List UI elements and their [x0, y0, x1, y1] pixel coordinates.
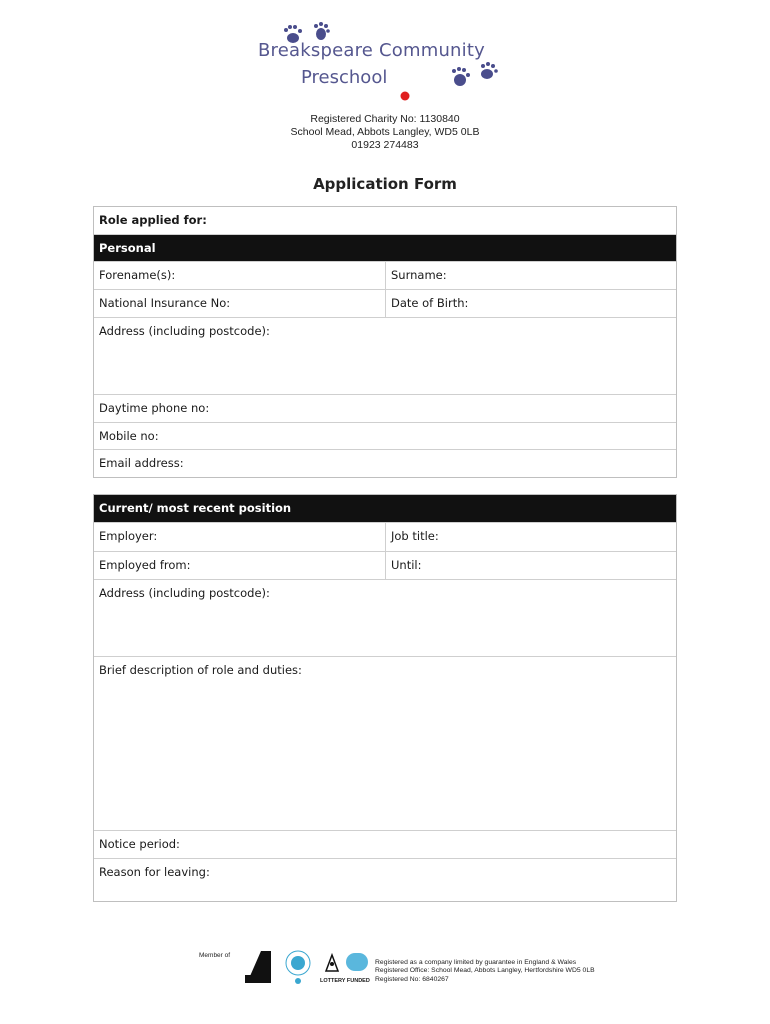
org-info: [0, 113, 770, 152]
address-row: [94, 318, 676, 395]
ni-number-field[interactable]: National Insurance No:: [99, 296, 231, 310]
position-header-label: Current/ most recent position: [99, 501, 292, 515]
footer-registration: [375, 959, 595, 984]
employer-address-row: [94, 580, 676, 657]
org-address: School Mead, Abbots Langley, WD5 0LB: [290, 126, 480, 138]
footer-line2: Registered Office: School Mead, Abbots Langley, Hertfordshire WD5 0LB: [375, 967, 595, 975]
role-description-field[interactable]: Brief description of role and duties:: [99, 663, 302, 677]
ni-row: [94, 290, 676, 318]
employer-row: [94, 523, 676, 552]
role-row: [94, 207, 676, 235]
position-header: [94, 495, 676, 523]
address-field[interactable]: Address (including postcode):: [99, 324, 270, 338]
footer-line1: Registered as a company limited by guarantee in England & Wales: [375, 959, 577, 966]
employed-from-field[interactable]: Employed from:: [99, 558, 191, 572]
personal-header: [94, 235, 676, 262]
footer-line3: Registered No: 6840267: [375, 975, 449, 983]
preschool-logo: [255, 22, 505, 110]
mobile-field[interactable]: Mobile no:: [99, 429, 159, 443]
name-row: [94, 262, 676, 290]
surname-field[interactable]: Surname:: [385, 262, 676, 289]
lottery-icon: [320, 949, 370, 977]
employer-address-field[interactable]: Address (including postcode):: [99, 586, 270, 600]
personal-header-label: Personal: [99, 241, 156, 255]
description-row: [94, 657, 676, 831]
footer: [195, 945, 615, 990]
learning-alliance-badge-icon: [233, 949, 273, 985]
notice-period-field[interactable]: Notice period:: [99, 837, 180, 851]
logo-title-line2: Preschool: [301, 67, 388, 88]
daytime-phone-field[interactable]: Daytime phone no:: [99, 401, 210, 415]
charity-number: Registered Charity No: 1130840: [310, 113, 460, 125]
personal-table: [93, 206, 677, 478]
notice-row: [94, 831, 676, 859]
dates-row: [94, 552, 676, 580]
until-field[interactable]: Until:: [385, 552, 676, 579]
org-phone: 01923 274483: [351, 139, 419, 151]
logo-title-line1: Breakspeare Community: [258, 40, 485, 61]
reason-row: [94, 859, 676, 901]
email-row: [94, 450, 676, 477]
position-table: [93, 494, 677, 902]
quality-badge-icon: [283, 947, 313, 987]
dob-field[interactable]: Date of Birth:: [385, 290, 676, 317]
mobile-row: [94, 423, 676, 450]
member-of-label: Member of: [199, 952, 231, 959]
lottery-funded-label: LOTTERY FUNDED: [320, 978, 370, 984]
page-title: Application Form: [313, 175, 457, 193]
employer-field[interactable]: Employer:: [99, 529, 158, 543]
daytime-row: [94, 395, 676, 423]
role-applied-field[interactable]: Role applied for:: [99, 213, 207, 227]
email-field[interactable]: Email address:: [99, 456, 184, 470]
reason-for-leaving-field[interactable]: Reason for leaving:: [99, 865, 210, 879]
forename-field[interactable]: Forename(s):: [99, 268, 176, 282]
job-title-field[interactable]: Job title:: [385, 523, 676, 551]
